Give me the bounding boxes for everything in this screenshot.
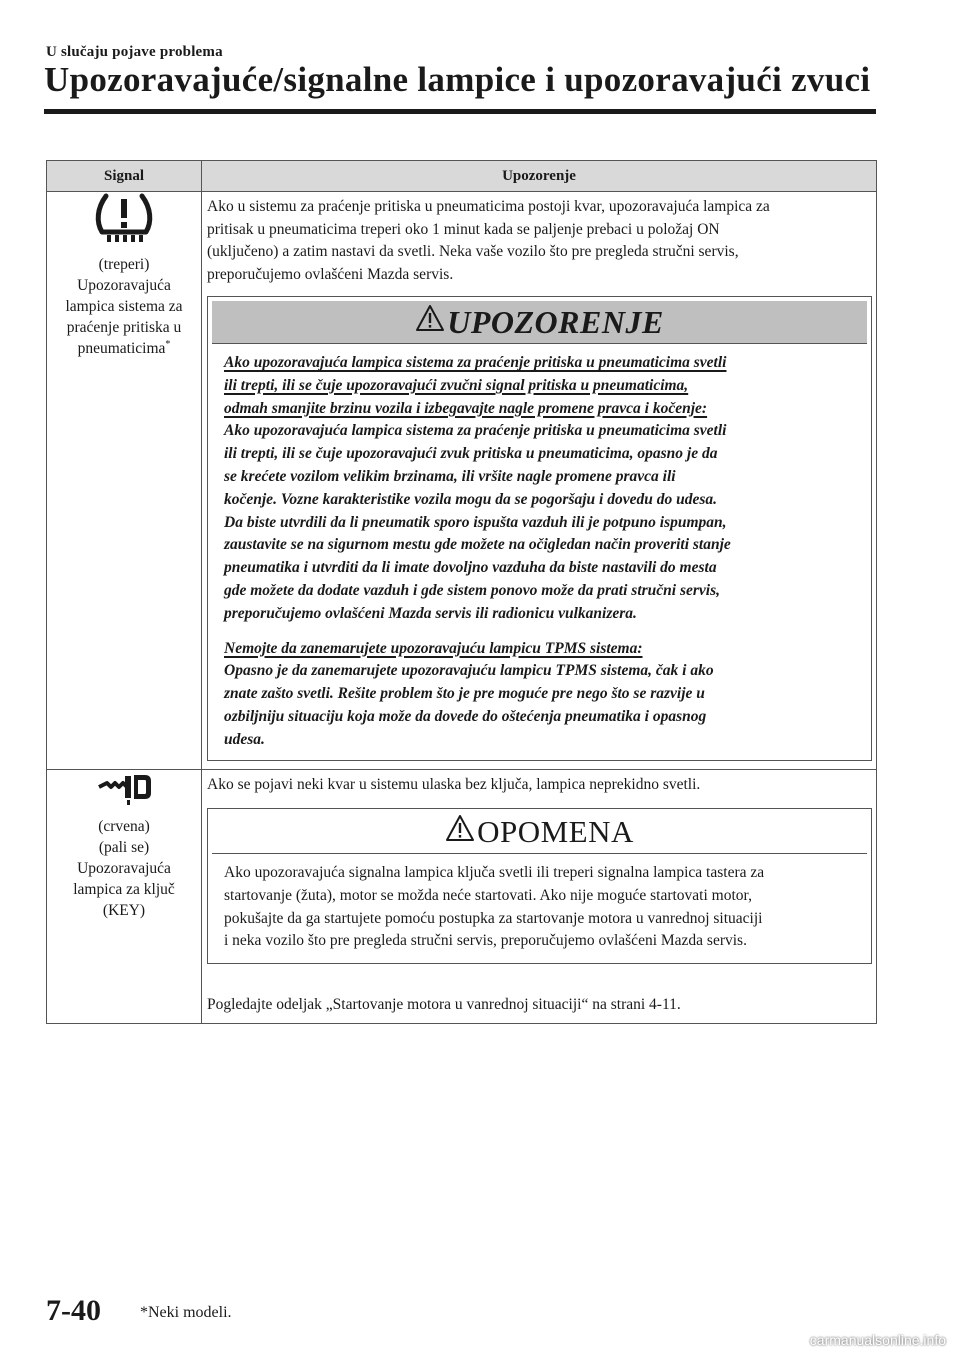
- caution-line: pokušajte da ga startujete pomoću postupka za startovanje motora u vanrednoj situaciji: [224, 909, 763, 927]
- warning-line: Da biste utvrdili da li pneumatik sporo ispušta vazduh ili je potpuno ispumpan,: [224, 513, 727, 531]
- warning-line: znate zašto svetli. Rešite problem što je pre moguće pre nego što se razvije u: [224, 685, 705, 703]
- watermark: carmanualsonline.info: [809, 1332, 946, 1348]
- description-line: pritisak u pneumaticima treperi oko 1 minut kada se paljenje prebaci u položaj ON: [207, 220, 720, 238]
- warning-emphasis-line: Ako upozoravajuća lampica sistema za praćenje pritiska u pneumaticima svetli: [224, 354, 727, 371]
- caution-box-body: [208, 862, 871, 953]
- key-warning-icon: [51, 770, 197, 812]
- signal-line: (crvena): [98, 817, 150, 835]
- warning-box-header: [212, 301, 867, 344]
- tire-pressure-warning-icon: [51, 192, 197, 250]
- column-header-signal: Signal: [47, 161, 202, 192]
- signal-cell: [47, 192, 202, 770]
- page-number: 7-40: [46, 1294, 101, 1327]
- warning-line: gde možete da dodate vazduh i gde sistem ponovo može da prati stručni servis,: [224, 581, 720, 599]
- warning-box: [207, 296, 872, 761]
- warning-signal-table: [46, 160, 877, 1024]
- signal-line: lampica za ključ: [73, 880, 175, 898]
- warning-box-body: [208, 352, 871, 752]
- warning-cell: [202, 192, 877, 770]
- signal-line: (pali se): [98, 838, 150, 856]
- warning-line: kočenje. Vozne karakteristike vozila mogu da se pogoršaju i dovedu do udesa.: [224, 490, 717, 508]
- warning-emphasis-line: Nemojte da zanemarujete upozoravajuću lampicu TPMS sistema:: [224, 639, 643, 657]
- warning-line: udesa.: [224, 730, 265, 748]
- warning-emphasis-line: ili trepti, ili se čuje upozoravajući zvučni signal pritiska u pneumaticima,: [224, 376, 689, 394]
- signal-line: praćenje pritiska u: [66, 319, 182, 336]
- warning-line: Opasno je da zanemarujete upozoravajuću lampicu TPMS sistema, čak i ako: [224, 662, 714, 680]
- caution-box: [207, 808, 872, 964]
- caution-line: startovanje (žuta), motor se možda neće startovati. Ako nije moguće startovati motor,: [224, 886, 752, 904]
- table-header-row: [47, 161, 877, 192]
- warning-line: ili trepti, ili se čuje upozoravajući zvuk pritiska u pneumaticima, opasno je da: [224, 445, 718, 463]
- description-line: Ako se pojavi neki kvar u sistemu ulaska bez ključa, lampica neprekidno svetli.: [207, 775, 701, 793]
- table-row: [47, 769, 877, 1023]
- warning-line: preporučujemo ovlašćeni Mazda servis ili radionicu vulkanizera.: [224, 604, 637, 622]
- signal-line: Upozoravajuća: [77, 277, 171, 294]
- warning-triangle-icon: [415, 304, 445, 340]
- signal-line: lampica sistema za: [65, 298, 183, 315]
- column-header-warning: Upozorenje: [202, 161, 877, 192]
- signal-name: pneumaticima: [77, 340, 166, 357]
- caution-line: i neka vozilo što pre pregleda stručni servis, preporučujemo ovlašćeni Mazda servis.: [224, 932, 747, 950]
- table-row: [47, 192, 877, 770]
- caution-box-header: [212, 811, 867, 854]
- warning-cell: [202, 769, 877, 1023]
- warning-line: se krećete vozilom velikim brzinama, ili vršite nagle promene pravca ili: [224, 467, 676, 485]
- footnote-mark: *: [165, 338, 171, 350]
- warning-line: zaustavite se na sigurnom mestu gde možete na očigledan način proveriti stanje: [224, 536, 731, 554]
- warning-line: pneumatika i utvrditi da li imate dovoljno vazduha da biste nastavili do mesta: [224, 559, 717, 577]
- page-title: Upozoravajuće/signalne lampice i upozoravajući zvuci: [44, 60, 871, 99]
- warning-line: Ako upozoravajuća lampica sistema za praćenje pritiska u pneumaticima svetli: [224, 422, 727, 440]
- footnote: *Neki modeli.: [140, 1304, 232, 1321]
- warning-emphasis-line: odmah smanjite brzinu vozila i izbegavajte nagle promene pravca i kočenje:: [224, 399, 708, 417]
- reference-line: Pogledajte odeljak „Startovanje motora u vanrednoj situaciji“ na strani 4-11.: [207, 996, 681, 1014]
- warning-line: ozbiljniju situaciju koja može da dovede do oštećenja pneumatika i opasnog: [224, 707, 707, 725]
- description-line: preporučujemo ovlašćeni Mazda servis.: [207, 265, 454, 283]
- warning-triangle-icon: [445, 814, 475, 850]
- description-line: Ako u sistemu za praćenje pritiska u pneumaticima postoji kvar, upozoravajuća lampica za: [207, 198, 770, 215]
- caution-line: Ako upozoravajuća signalna lampica ključa svetli ili treperi signalna lampica tastera za: [224, 864, 765, 882]
- signal-line: Upozoravajuća: [77, 859, 171, 877]
- signal-line: [51, 338, 197, 359]
- warning-box-title: UPOZORENJE: [447, 303, 664, 340]
- caution-box-title: OPOMENA: [477, 813, 634, 849]
- title-rule: [44, 109, 876, 114]
- signal-line: (KEY): [102, 901, 146, 919]
- description-line: (uključeno) a zatim nastavi da svetli. Neka vaše vozilo što pre pregleda stručni servis,: [207, 243, 739, 260]
- section-label: U slučaju pojave problema: [46, 44, 223, 60]
- signal-cell: [47, 769, 202, 1023]
- signal-line: (treperi): [98, 256, 150, 273]
